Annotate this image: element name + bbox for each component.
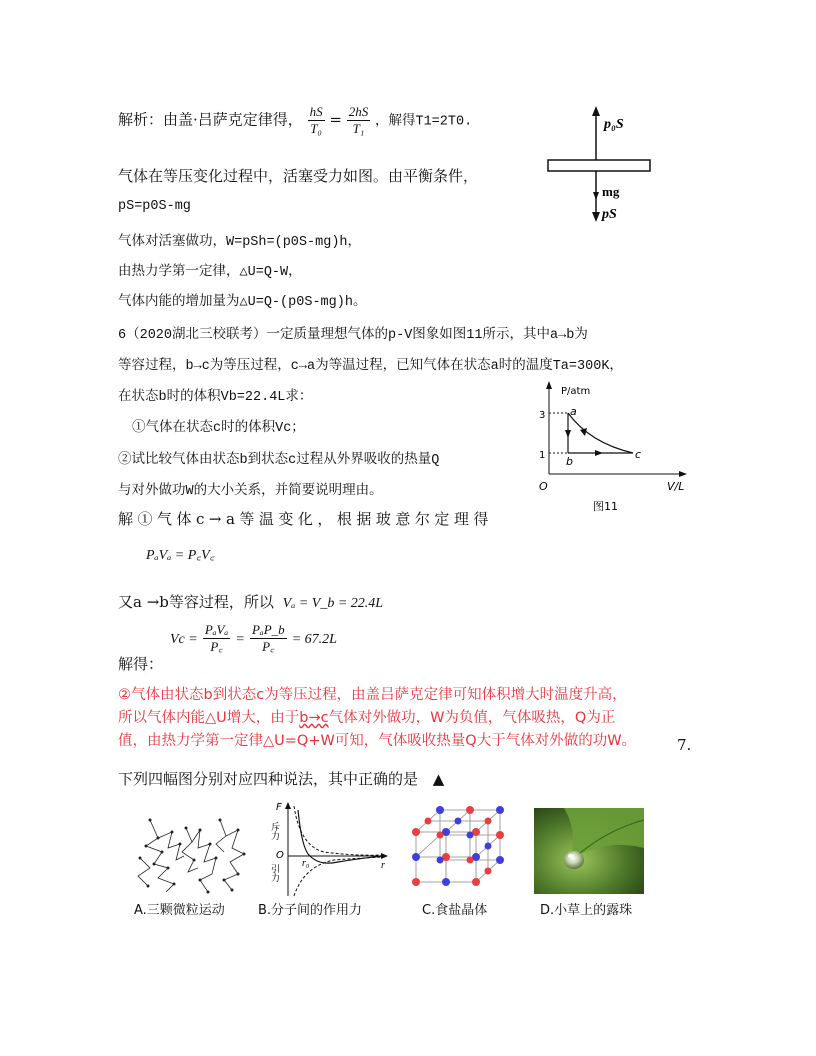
red-text: 所以气体内能△U增大，由于	[118, 710, 300, 726]
graph-caption: 图11	[593, 500, 618, 513]
dewdrop	[564, 851, 584, 869]
red-answer-line2	[118, 708, 615, 728]
triangle-marker-icon: ▲	[432, 770, 445, 788]
solve-label: 解得：	[118, 655, 164, 673]
analysis-result: ，解得T1=2T0.	[374, 114, 473, 130]
caption-d: D.小草上的露珠	[540, 903, 633, 918]
pv-graph	[535, 378, 695, 516]
arrow-c-to-a	[580, 428, 587, 436]
solution-line1: 解①气体c→a等温变化，根据玻意尔定理得	[118, 510, 493, 528]
p-axis-label: P/atm	[561, 386, 591, 397]
fraction-papb-pc: $\frac{\text{PₐP\_b}}{P꜀}$	[251, 622, 285, 654]
eq-vc-lhs: Vc =	[170, 632, 198, 647]
force-label-p0s: p₀S	[604, 117, 624, 132]
equation-boyle: PₐVₐ = P꜀V꜀	[146, 548, 215, 563]
force-label-mg: mg	[602, 184, 620, 199]
q6-line3: 在状态b时的体积Vb=22.4L求：	[118, 390, 313, 405]
origin-o-label: O	[276, 850, 284, 861]
repulsive-curve	[294, 806, 384, 855]
piston-force-diagram	[540, 104, 680, 228]
point-c-label: c	[635, 448, 642, 461]
q6-sub1: ①气体在状态c时的体积Vc；	[132, 421, 305, 436]
analysis-line2: 气体在等压变化过程中，活塞受力如图。由平衡条件，	[118, 167, 479, 185]
q7-text	[118, 768, 444, 789]
repulsive-label: 斥力	[269, 822, 279, 840]
equation-vc	[170, 622, 337, 655]
arrow-b-to-c	[595, 450, 603, 456]
tick-3-label: 3	[539, 410, 546, 421]
caption-c: C.食盐晶体	[422, 903, 488, 918]
equation-isochoric: Vₐ = V_b = 22.4L	[282, 596, 384, 611]
eq-equals: =	[235, 632, 245, 647]
piston-rect	[548, 160, 650, 171]
tick-1-label: 1	[539, 450, 546, 461]
r0-label: r₀	[302, 858, 310, 869]
brownian-motion-image	[128, 808, 250, 898]
force-label-ps: pS	[602, 207, 617, 222]
red-answer-line1: ②气体由状态b到状态c为等压过程，由盖吕萨克定律可知体积增大时温度升高，	[118, 687, 627, 703]
analysis-text: 解析：由盖·吕萨克定律得，	[118, 110, 303, 129]
mg-arrow-head	[593, 192, 599, 200]
q6-sub2b: 与对外做功W的大小关系，并简要说明理由。	[118, 484, 383, 499]
molecular-force-graph	[264, 800, 394, 900]
f-axis-arrow	[285, 802, 291, 809]
q6-line1: 6（2020湖北三校联考）一定质量理想气体的p-V图象如图11所示，其中a→b为	[118, 328, 588, 343]
process-c-to-a	[568, 413, 633, 453]
v-axis-label: V/L	[667, 480, 685, 493]
q6-line2: 等容过程，b→c为等压过程，c→a为等温过程，已知气体在状态a时的温度Ta=300K，	[118, 359, 623, 374]
downward-arrow-head	[592, 212, 600, 222]
r-label: r	[381, 860, 385, 871]
red-answer-line3: 值，由热力学第一定律△U=Q+W可知，气体吸收热量Q大于气体对外做的功W。	[118, 733, 637, 749]
p-axis-arrow	[546, 381, 552, 389]
upward-arrow-head	[592, 106, 600, 116]
point-b-label: b	[566, 455, 573, 468]
solution-line2	[118, 592, 383, 614]
caption-a: A.三颗微粒运动	[134, 903, 225, 918]
wavy-bc: b→c	[299, 710, 329, 726]
analysis-line4: 气体对活塞做功，W=pSh=(p0S-mg)h，	[118, 235, 362, 250]
red-text-2: 气体对外做功，W为负值，气体吸热，Q为正	[328, 710, 616, 726]
fraction-2hs-t1: $\frac{2hS}{\text{T₁}}$	[348, 104, 369, 136]
eq-vc-result: = 67.2L	[291, 632, 337, 647]
equals-sign: =	[329, 110, 342, 129]
attractive-label: 引力	[269, 864, 279, 882]
f-label: F	[276, 802, 282, 813]
fraction-pava-pc: $\frac{\text{PₐVₐ}}{P꜀}$	[204, 622, 229, 654]
origin-label: O	[539, 480, 548, 493]
solution-text: 又a →b等容过程，所以	[118, 593, 274, 611]
analysis-line6: 气体内能的增加量为△U=Q-(p0S-mg)h。	[118, 295, 367, 310]
dewdrop-photo	[534, 808, 644, 894]
q6-sub2a: ②试比较气体由状态b到状态c过程从外界吸收的热量Q	[118, 453, 440, 468]
analysis-line3: pS=p0S-mg	[118, 199, 191, 214]
q7-question: 下列四幅图分别对应四种说法，其中正确的是	[118, 770, 419, 788]
point-a-label: a	[570, 405, 577, 418]
fraction-hs-t0: $\frac{hS}{\text{T₀}}$	[309, 104, 323, 136]
question7-number: 7.	[677, 736, 692, 754]
salt-crystal-lattice	[408, 802, 512, 900]
caption-b: B.分子间的作用力	[258, 903, 363, 918]
analysis-line5: 由热力学第一定律，△U=Q-W，	[118, 265, 302, 280]
arrow-a-to-b	[565, 430, 571, 438]
v-axis-arrow	[679, 471, 687, 477]
analysis-line1	[118, 104, 472, 137]
